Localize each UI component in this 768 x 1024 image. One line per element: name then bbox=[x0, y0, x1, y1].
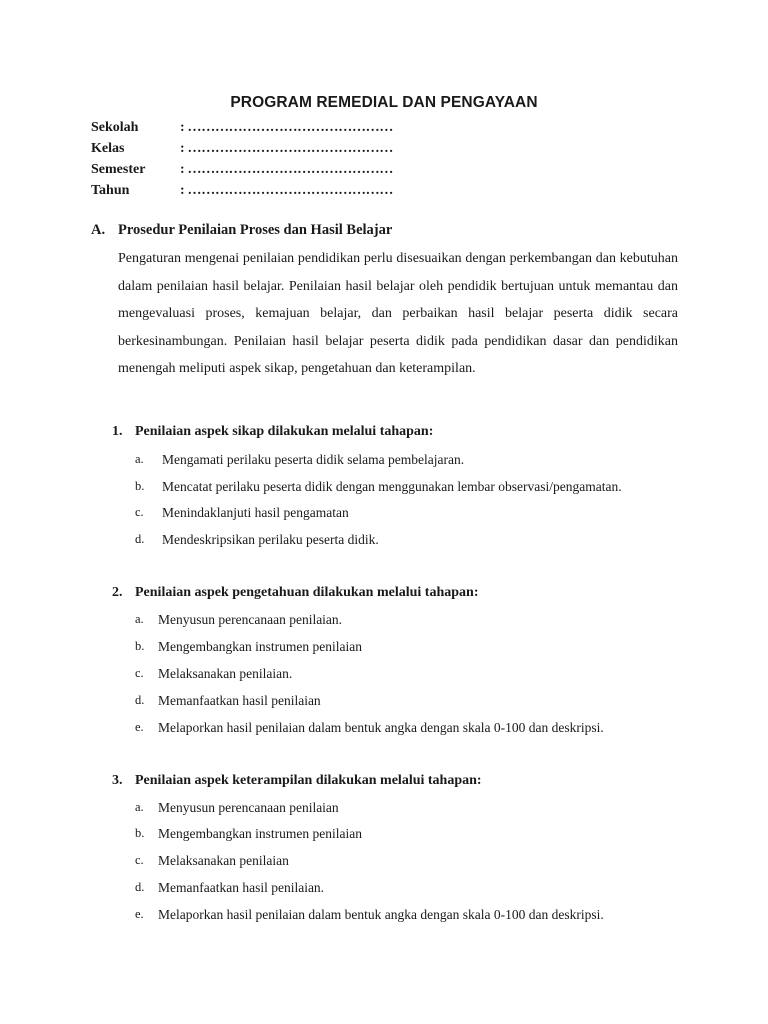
meta-label: Semester bbox=[91, 162, 146, 177]
item-marker: c. bbox=[135, 853, 144, 867]
item-marker: a. bbox=[135, 800, 144, 814]
item-marker: b. bbox=[135, 639, 145, 653]
list-number: 1. bbox=[112, 424, 123, 439]
item-text: Mencatat perilaku peserta didik dengan menggunakan lembar observasi/pengamatan. bbox=[162, 479, 622, 494]
item-text: Melaporkan hasil penilaian dalam bentuk angka dengan skala 0-100 dan deskripsi. bbox=[158, 720, 604, 735]
item-text: Melaksanakan penilaian. bbox=[158, 666, 293, 681]
list-heading-text: Penilaian aspek pengetahuan dilakukan melalui tahapan: bbox=[135, 585, 479, 600]
list-heading-text: Penilaian aspek sikap dilakukan melalui tahapan: bbox=[135, 424, 434, 439]
list-heading-text: Penilaian aspek keterampilan dilakukan melalui tahapan: bbox=[135, 773, 482, 788]
item-marker: e. bbox=[135, 907, 144, 921]
list-number: 2. bbox=[112, 585, 123, 600]
item-marker: a. bbox=[135, 452, 144, 466]
item-marker: c. bbox=[135, 666, 144, 680]
item-text: Mendeskripsikan perilaku peserta didik. bbox=[162, 532, 379, 547]
item-text: Menyusun perencanaan penilaian bbox=[158, 800, 339, 815]
item-text: Melaksanakan penilaian bbox=[158, 853, 289, 868]
section-letter: A. bbox=[91, 222, 106, 238]
meta-value: : ……………………………………… bbox=[180, 141, 394, 156]
meta-label: Tahun bbox=[91, 183, 130, 198]
item-text: Mengembangkan instrumen penilaian bbox=[158, 826, 362, 841]
meta-value: : ……………………………………… bbox=[180, 183, 394, 198]
item-text: Menindaklanjuti hasil pengamatan bbox=[162, 505, 349, 520]
item-text: Memanfaatkan hasil penilaian. bbox=[158, 880, 325, 895]
meta-value: : ……………………………………… bbox=[180, 120, 394, 135]
section-a-paragraph: Pengaturan mengenai penilaian pendidikan perlu disesuaikan dengan perkembangan dan kebutuhan dalam penilaian hasil belajar. Penilaian hasil belajar oleh pendidik bertujuan untuk memantau dan mengevaluasi proses, kemajuan belajar, dan perbaikan hasil belajar peserta didik secara berkesinambungan. Penilaian hasil belajar peserta didik pada pendidikan dasar dan pendidikan menengah meliputi aspek sikap, pengetahuan dan keterampilan. bbox=[118, 251, 678, 376]
document-title: PROGRAM REMEDIAL DAN PENGAYAAN bbox=[230, 94, 538, 111]
item-marker: c. bbox=[135, 505, 144, 519]
section-title: Prosedur Penilaian Proses dan Hasil Belajar bbox=[118, 222, 393, 238]
item-marker: b. bbox=[135, 826, 145, 840]
item-marker: d. bbox=[135, 880, 145, 894]
item-text: Memanfaatkan hasil penilaian bbox=[158, 693, 321, 708]
item-marker: d. bbox=[135, 532, 145, 546]
item-text: Mengamati perilaku peserta didik selama pembelajaran. bbox=[162, 452, 465, 467]
item-marker: e. bbox=[135, 720, 144, 734]
meta-label: Sekolah bbox=[91, 120, 139, 135]
item-marker: d. bbox=[135, 693, 145, 707]
list-number: 3. bbox=[112, 773, 123, 788]
item-text: Melaporkan hasil penilaian dalam bentuk angka dengan skala 0-100 dan deskripsi. bbox=[158, 907, 604, 922]
item-text: Menyusun perencanaan penilaian. bbox=[158, 612, 343, 627]
item-marker: b. bbox=[135, 479, 145, 493]
meta-value: : ……………………………………… bbox=[180, 162, 394, 177]
meta-label: Kelas bbox=[91, 141, 125, 156]
item-text: Mengembangkan instrumen penilaian bbox=[158, 639, 362, 654]
item-marker: a. bbox=[135, 612, 144, 626]
